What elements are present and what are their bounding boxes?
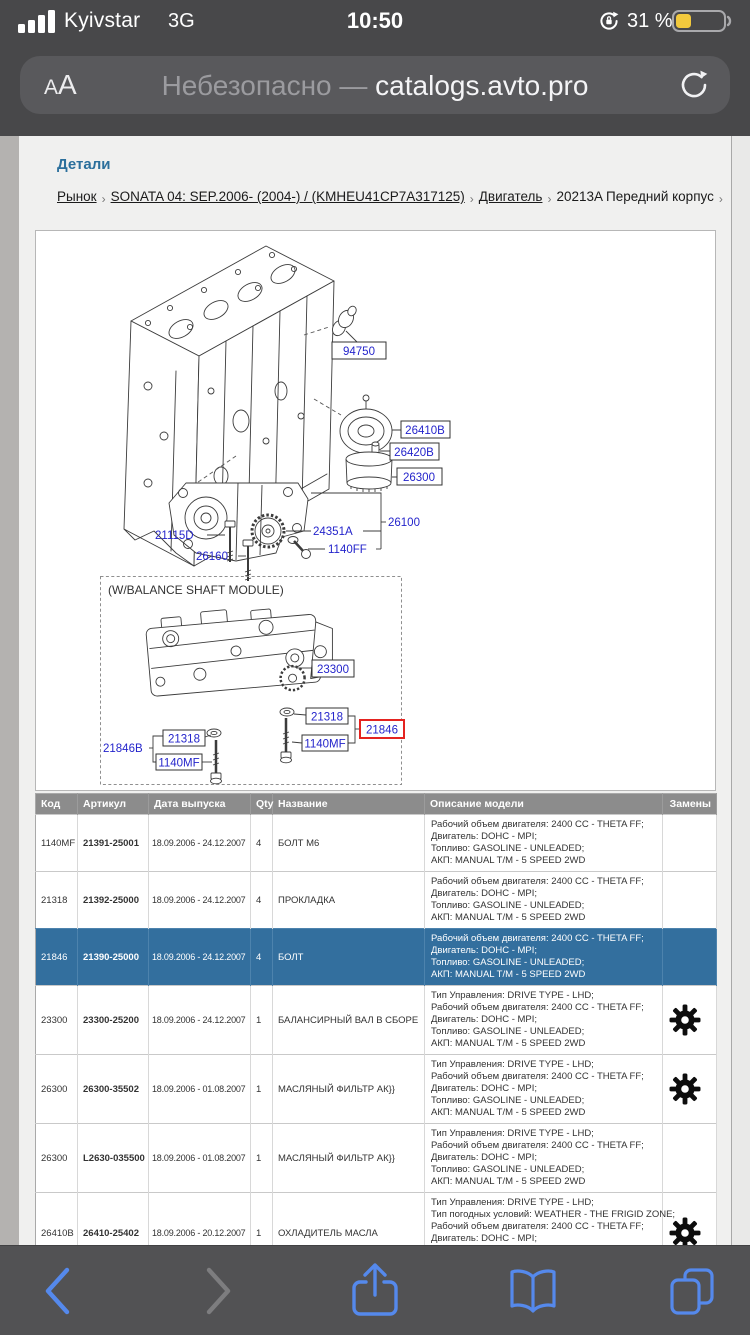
share-button[interactable] xyxy=(330,1246,420,1335)
part-label-26100[interactable]: 26100 xyxy=(388,517,420,529)
cell-qty: 4 xyxy=(251,929,273,986)
cell-qty: 4 xyxy=(251,872,273,929)
part-label-26300[interactable] xyxy=(392,468,442,485)
part-label-24351A[interactable]: 24351A xyxy=(313,526,353,538)
scrollbar-track[interactable] xyxy=(732,136,750,1245)
parts-diagram xyxy=(35,230,716,791)
cell-replacements xyxy=(663,872,717,929)
svg-text:26300: 26300 xyxy=(403,472,435,484)
cell-replacements[interactable] xyxy=(663,1055,717,1124)
svg-text:94750: 94750 xyxy=(343,346,375,358)
cell-name: БАЛАНСИРНЫЙ ВАЛ В СБОРЕ xyxy=(273,986,425,1055)
url-separator: — xyxy=(339,70,368,101)
column-header: Артикул xyxy=(78,794,149,815)
url-domain: catalogs.avto.pro xyxy=(375,70,589,101)
svg-text:26420B: 26420B xyxy=(394,447,434,459)
cell-replacements xyxy=(663,815,717,872)
part-label-1140MF-right[interactable] xyxy=(302,735,348,751)
svg-text:21318: 21318 xyxy=(168,733,200,746)
part-label-21115D[interactable]: 21115D xyxy=(155,530,194,542)
breadcrumb-link[interactable]: 20213A Передний корпус xyxy=(556,189,714,204)
svg-text:21318: 21318 xyxy=(311,711,343,724)
engine-diagram-drawing xyxy=(36,231,715,790)
forward-button[interactable] xyxy=(173,1246,263,1335)
cell-qty: 1 xyxy=(251,1193,273,1274)
chevron-right-icon xyxy=(209,1270,228,1312)
oil-pressure-sensor-drawing xyxy=(330,305,358,342)
breadcrumb-separator-icon: › xyxy=(469,192,474,206)
cell-qty: 1 xyxy=(251,1055,273,1124)
cell-article: 26410-25402 xyxy=(78,1193,149,1274)
part-label-21846-highlighted[interactable] xyxy=(360,720,404,738)
cell-name: МАСЛЯНЫЙ ФИЛЬТР АК}} xyxy=(273,1124,425,1193)
cell-replacements xyxy=(663,929,717,986)
status-clock: 10:50 xyxy=(346,8,404,33)
cell-name: БОЛТ М6 xyxy=(273,815,425,872)
balance-module-drawing xyxy=(145,601,338,703)
chevron-left-icon xyxy=(48,1270,67,1312)
part-label-26410B[interactable] xyxy=(392,421,450,438)
cell-qty: 1 xyxy=(251,1124,273,1193)
battery-icon xyxy=(672,10,734,32)
column-header: Код xyxy=(36,794,78,815)
cell-dates: 18.09.2006 - 01.08.2007 xyxy=(149,1124,251,1193)
replacements-gear-icon[interactable] xyxy=(668,1072,702,1106)
cell-description: Рабочий объем двигателя: 2400 CC - THETA FF; Двигатель: DOHC - MPI; Топливо: GASOLINE - UNLEADED; АКП: MANUAL T/M - 5 SPEED 2WD xyxy=(425,929,663,986)
share-icon xyxy=(346,1261,404,1321)
column-header: Название xyxy=(273,794,425,815)
part-label-26160[interactable]: 26160 xyxy=(196,551,228,563)
book-icon xyxy=(504,1265,562,1317)
cell-name: МАСЛЯНЫЙ ФИЛЬТР АК}} xyxy=(273,1055,425,1124)
breadcrumb-link[interactable]: SONATA 04: SEP.2006- (2004-) / (KMHEU41CP7A317125) xyxy=(110,189,465,204)
cell-description: Тип Управления: DRIVE TYPE - LHD; Рабочий объем двигателя: 2400 CC - THETA FF; Двигатель: DOHC - MPI; Топливо: GASOLINE - UNLEADED; АКП: MANUAL T/M - 5 SPEED 2WD xyxy=(425,986,663,1055)
svg-text:23300: 23300 xyxy=(317,664,349,676)
cell-dates: 18.09.2006 - 24.12.2007 xyxy=(149,929,251,986)
page-panel xyxy=(19,136,732,1245)
rotation-lock-icon xyxy=(598,10,620,32)
cell-code: 26300 xyxy=(36,1124,78,1193)
cell-code: 1140MF xyxy=(36,815,78,872)
table-row[interactable] xyxy=(36,1124,717,1193)
parts-table-body xyxy=(36,815,717,1274)
back-button[interactable] xyxy=(13,1246,103,1335)
security-warning-label: Небезопасно xyxy=(161,70,332,101)
breadcrumb-separator-icon: › xyxy=(547,192,552,206)
cell-dates: 18.09.2006 - 24.12.2007 xyxy=(149,815,251,872)
cell-dates: 18.09.2006 - 20.12.2007 xyxy=(149,1193,251,1274)
cell-code: 21318 xyxy=(36,872,78,929)
cell-qty: 1 xyxy=(251,986,273,1055)
tabs-icon xyxy=(665,1264,719,1318)
cell-dates: 18.09.2006 - 01.08.2007 xyxy=(149,1055,251,1124)
table-row[interactable] xyxy=(36,986,717,1055)
bookmarks-button[interactable] xyxy=(488,1246,578,1335)
part-label-21846B[interactable]: 21846B xyxy=(103,743,143,755)
cell-article: 23300-25200 xyxy=(78,986,149,1055)
column-header: Qty xyxy=(251,794,273,815)
cell-replacements[interactable] xyxy=(663,986,717,1055)
breadcrumb-link[interactable]: Рынок xyxy=(57,189,97,204)
cell-description: Тип Управления: DRIVE TYPE - LHD; Рабочий объем двигателя: 2400 CC - THETA FF; Двигатель: DOHC - MPI; Топливо: GASOLINE - UNLEADED; АКП: MANUAL T/M - 5 SPEED 2WD xyxy=(425,1124,663,1193)
svg-text:26410B: 26410B xyxy=(405,425,445,437)
cell-article: 21392-25000 xyxy=(78,872,149,929)
url-field[interactable] xyxy=(20,70,730,102)
cell-code: 21846 xyxy=(36,929,78,986)
network-type-label: 3G xyxy=(168,10,195,32)
part-label-23300[interactable] xyxy=(312,660,354,677)
reader-options-button[interactable]: AA xyxy=(44,69,77,100)
replacements-gear-icon[interactable] xyxy=(668,1003,702,1037)
cell-article: 21391-25001 xyxy=(78,815,149,872)
breadcrumb-separator-icon: › xyxy=(101,192,106,206)
web-content[interactable] xyxy=(0,136,750,1245)
oil-filter-drawing xyxy=(346,452,392,492)
parts-table xyxy=(35,793,717,1274)
table-row[interactable] xyxy=(36,1055,717,1124)
cell-name: БОЛТ xyxy=(273,929,425,986)
cell-description: Тип Управления: DRIVE TYPE - LHD; Рабочий объем двигателя: 2400 CC - THETA FF; Двигатель: DOHC - MPI; Топливо: GASOLINE - UNLEADED; АКП: MANUAL T/M - 5 SPEED 2WD xyxy=(425,1055,663,1124)
table-row[interactable] xyxy=(36,929,717,986)
column-header: Описание модели xyxy=(425,794,663,815)
column-header: Дата выпуска xyxy=(149,794,251,815)
battery-percent-label: 31 % xyxy=(627,10,673,32)
cell-code: 26300 xyxy=(36,1055,78,1124)
cell-name: ПРОКЛАДКА xyxy=(273,872,425,929)
column-header: Замены xyxy=(663,794,717,815)
cell-dates: 18.09.2006 - 24.12.2007 xyxy=(149,986,251,1055)
part-label-21318-right[interactable] xyxy=(306,708,348,724)
part-label-21318-left[interactable] xyxy=(163,730,205,746)
breadcrumb-link[interactable]: Двигатель xyxy=(478,189,543,204)
cell-description: Рабочий объем двигателя: 2400 CC - THETA FF; Двигатель: DOHC - MPI; Топливо: GASOLINE - UNLEADED; АКП: MANUAL T/M - 5 SPEED 2WD xyxy=(425,815,663,872)
part-label-1140MF-left[interactable] xyxy=(156,754,202,770)
breadcrumb xyxy=(57,189,723,206)
balance-module-note: (W/BALANCE SHAFT MODULE) xyxy=(108,583,284,597)
page-title: Детали xyxy=(57,156,111,173)
table-row[interactable] xyxy=(36,872,717,929)
cell-article: L2630-035500 xyxy=(78,1124,149,1193)
part-label-1140FF[interactable]: 1140FF xyxy=(328,544,367,556)
carrier-label: Kyivstar xyxy=(64,9,141,32)
address-bar[interactable] xyxy=(20,56,730,114)
cell-name: ОХЛАДИТЕЛЬ МАСЛА xyxy=(273,1193,425,1274)
table-header-row xyxy=(36,794,717,815)
svg-text:1140MF: 1140MF xyxy=(158,757,200,770)
cell-article: 21390-25000 xyxy=(78,929,149,986)
cell-qty: 4 xyxy=(251,815,273,872)
cell-code: 23300 xyxy=(36,986,78,1055)
module-bolts-drawing xyxy=(207,708,294,784)
safari-toolbar xyxy=(0,1245,750,1335)
cell-description: Рабочий объем двигателя: 2400 CC - THETA FF; Двигатель: DOHC - MPI; Топливо: GASOLINE - UNLEADED; АКП: MANUAL T/M - 5 SPEED 2WD xyxy=(425,872,663,929)
svg-text:21846: 21846 xyxy=(366,724,398,737)
cell-dates: 18.09.2006 - 24.12.2007 xyxy=(149,872,251,929)
svg-text:1140MF: 1140MF xyxy=(304,738,346,751)
cell-description: Тип Управления: DRIVE TYPE - LHD; Тип погодных условий: WEATHER - THE FRIGID ZONE; Рабочий объем двигателя: 2400 CC - THETA FF; Двигатель: DOHC - MPI; xyxy=(425,1193,663,1274)
cell-replacements xyxy=(663,1124,717,1193)
breadcrumb-separator-icon: › xyxy=(718,192,723,206)
tabs-button[interactable] xyxy=(647,1246,737,1335)
cell-code: 26410B xyxy=(36,1193,78,1274)
cell-article: 26300-35502 xyxy=(78,1055,149,1124)
part-label-94750[interactable] xyxy=(332,342,386,359)
table-row[interactable] xyxy=(36,815,717,872)
status-bar xyxy=(0,0,750,44)
reload-icon[interactable] xyxy=(676,67,712,103)
